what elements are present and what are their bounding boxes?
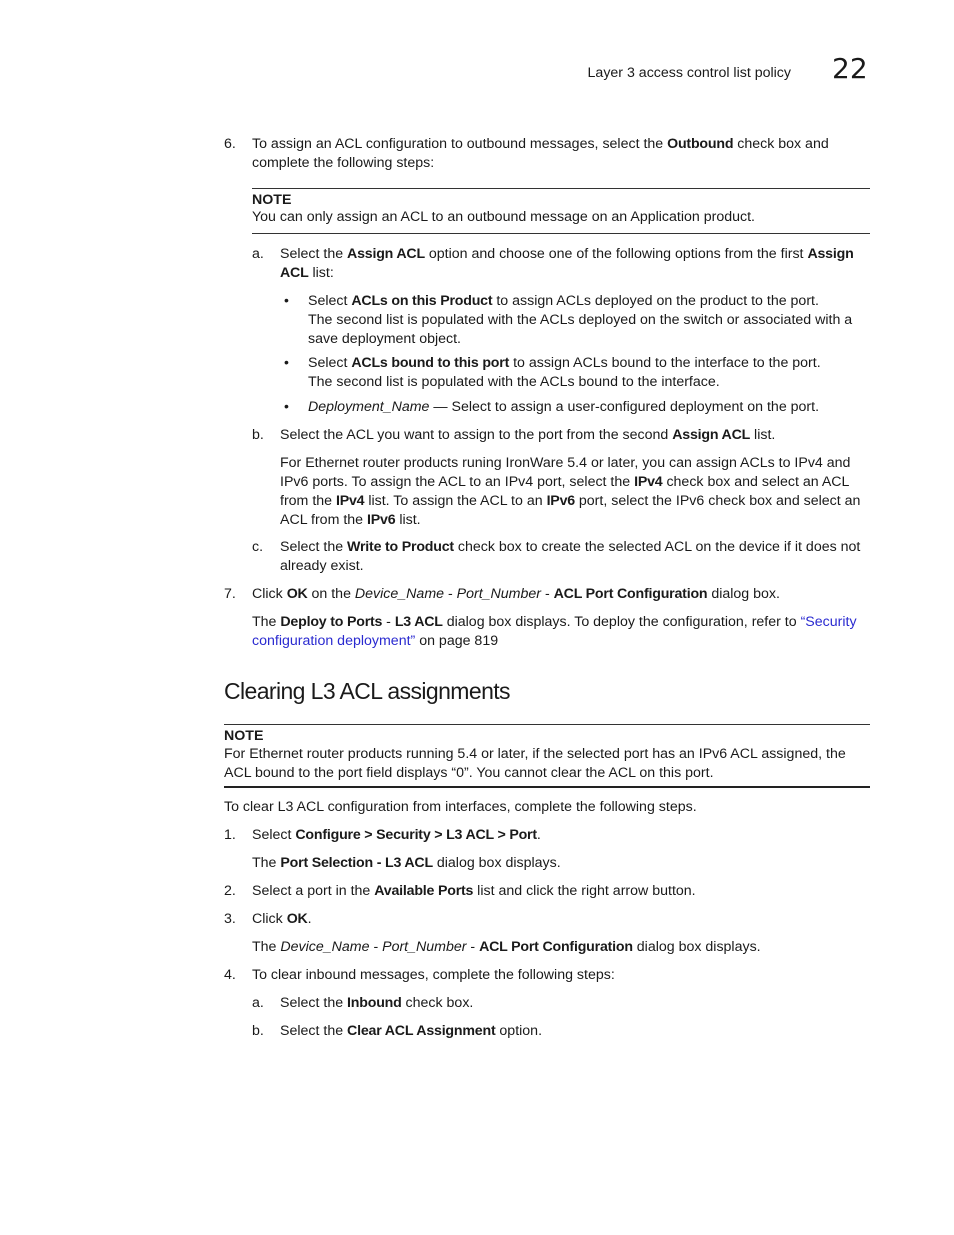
note-bottom-rule: [224, 786, 870, 788]
step-number: 2.: [224, 883, 236, 899]
clear-substep-b-text: Select the Clear ACL Assignment option.: [280, 1023, 543, 1039]
intro-text: To clear L3 ACL configuration from interfaces, complete the following steps.: [224, 799, 697, 815]
chapter-title: Layer 3 access control list policy: [587, 65, 791, 81]
note-text: For Ethernet router products running 5.4 or later, if the selected port has an IPv6 ACL assigned, the ACL bound to the port field displays “0”. You cannot clear the ACL on this port.: [224, 746, 846, 781]
bullet-item: Select ACLs bound to this port to assign ACLs bound to the interface to the port. The second list is populated with the ACLs bound to the interface.: [308, 355, 821, 390]
step-number: 7.: [224, 586, 236, 602]
substep-letter: a.: [252, 995, 264, 1011]
clear-step-2-text: Select a port in the Available Ports list and click the right arrow button.: [252, 883, 696, 899]
step-7-paragraph: The Deploy to Ports - L3 ACL dialog box displays. To deploy the configuration, refer to “Security configuration deployment” on page 819: [252, 614, 857, 649]
clear-step-4-text: To clear inbound messages, complete the following steps:: [252, 967, 615, 983]
note-bottom-rule: [252, 233, 870, 234]
note-label: NOTE: [224, 728, 264, 744]
substep-letter: b.: [252, 1023, 264, 1039]
step-number: 6.: [224, 136, 236, 152]
step-7-text: Click OK on the Device_Name - Port_Number - ACL Port Configuration dialog box.: [252, 586, 780, 602]
substep-letter: c.: [252, 539, 264, 555]
clear-substep-a-text: Select the Inbound check box.: [280, 995, 474, 1011]
step-6-text: To assign an ACL configuration to outbound messages, select the Outbound check box and complete the following steps:: [252, 136, 829, 171]
substep-letter: b.: [252, 427, 264, 443]
substep-b-text: Select the ACL you want to assign to the port from the second Assign ACL list.: [280, 427, 776, 443]
note-top-rule: [224, 724, 870, 725]
note-top-rule: [252, 188, 870, 189]
bullet-item: Deployment_Name — Select to assign a user-configured deployment on the port.: [308, 399, 820, 415]
section-heading: Clearing L3 ACL assignments: [224, 678, 510, 704]
bullet-icon: •: [284, 292, 289, 308]
clear-step-3-text: Click OK.: [252, 911, 312, 927]
step-number: 4.: [224, 967, 236, 983]
clear-step-3-paragraph: The Device_Name - Port_Number - ACL Port Configuration dialog box displays.: [252, 939, 761, 955]
bullet-icon: •: [284, 354, 289, 370]
substep-a-text: Select the Assign ACL option and choose one of the following options from the first Assign ACL list:: [280, 246, 854, 281]
bullet-item: Select ACLs on this Product to assign ACLs deployed on the product to the port. The second list is populated with the ACLs deployed on the switch or associated with a save deployment object.: [308, 293, 853, 347]
bullet-icon: •: [284, 398, 289, 414]
note-text: You can only assign an ACL to an outbound message on an Application product.: [252, 209, 755, 225]
clear-step-1-paragraph: The Port Selection - L3 ACL dialog box displays.: [252, 855, 561, 871]
security-deployment-link[interactable]: “Security configuration deployment”: [252, 614, 857, 649]
note-label: NOTE: [252, 192, 292, 208]
clear-step-1-text: Select Configure > Security > L3 ACL > Port.: [252, 827, 541, 843]
step-number: 1.: [224, 827, 236, 843]
substep-letter: a.: [252, 246, 264, 262]
chapter-number: 22: [832, 52, 868, 85]
step-number: 3.: [224, 911, 236, 927]
substep-c-text: Select the Write to Product check box to create the selected ACL on the device if it does not already exist.: [280, 539, 861, 574]
substep-b-paragraph: For Ethernet router products runing IronWare 5.4 or later, you can assign ACLs to IPv4 and IPv6 ports. To assign the ACL to an IPv4 port, select the IPv4 check box and select an ACL from the IPv4 list. To assign the ACL to an IPv6 port, select the IPv6 check box and select an ACL from the IPv6 list.: [280, 455, 861, 528]
